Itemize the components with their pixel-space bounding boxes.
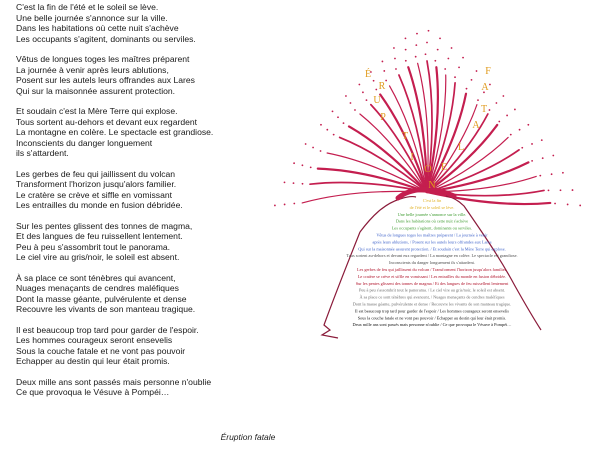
spray-drop xyxy=(444,68,446,70)
poem-line: La journée à venir après leurs ablutions, xyxy=(16,64,169,75)
spray-drop xyxy=(521,147,523,149)
poem-line: Le ciel vire au gris/noir, le soleil est absent. xyxy=(16,252,180,262)
spray-drop xyxy=(531,160,533,162)
spray-drop xyxy=(567,204,569,206)
spray-drop xyxy=(362,91,364,93)
calligram-line: À sa place ce sont ténèbres qui avancent, / Nuages menaçants de cendres maléfiques xyxy=(359,294,505,300)
spray-drop xyxy=(293,162,295,164)
spray-drop xyxy=(510,134,512,136)
spray-drop xyxy=(476,70,478,72)
title-letter: N xyxy=(428,180,436,191)
poem-line: Le cratère se crève et siffle en vomissant xyxy=(16,189,173,200)
spray-drop xyxy=(560,189,562,191)
calligram-line: de l'été et le soleil se lève. xyxy=(409,204,455,210)
poem-line: Une belle journée s'annonce sur la ville. xyxy=(16,12,168,23)
title-letter: P xyxy=(380,112,386,123)
spray-drop xyxy=(514,109,516,111)
poem-line: Sous la couche fatale et ne vont pas pouvoir xyxy=(16,345,186,356)
poem-line: Et des langues de feu ruissellent lentement. xyxy=(16,231,183,241)
title-letter: O xyxy=(424,164,432,175)
calligram-line: Qui sur la maisonnée assurent protection. / Et soudain c'est la Mère Terre qui explose. xyxy=(358,246,506,252)
calligram-line: Peu à peu s'assombrit tout le panorama. / Le ciel vire au gris/noir, le soleil est absent. xyxy=(358,287,506,293)
spray-drop xyxy=(454,76,456,78)
spray-drop xyxy=(320,124,322,126)
spray-drop xyxy=(354,109,356,111)
spray-drop xyxy=(554,203,556,205)
poem-line: Transforment l'horizon jusqu'alors familier. xyxy=(16,179,177,189)
title-letter: U xyxy=(373,95,381,106)
spray-drop xyxy=(489,109,491,111)
spray-drop xyxy=(548,189,550,191)
calligram-line: C'est la fin xyxy=(422,198,442,203)
title-letter: E xyxy=(440,162,448,173)
spray-drop xyxy=(562,172,564,174)
calligram-line: Dans les habitations où cette nuit s'achève xyxy=(395,218,469,224)
poem-line: Recouvre les vivants de son manteau tragique. xyxy=(16,304,196,314)
poem-line: C'est la fin de l'été et le soleil se lève. xyxy=(16,2,159,12)
spray-drop xyxy=(394,58,396,60)
calligram-title xyxy=(365,66,491,191)
spray-drop xyxy=(343,122,345,124)
calligram-line: Sous la couche fatale et ne vont pas pouvoir / Echapper au destin qui leur était promis. xyxy=(357,315,507,321)
spray-drop xyxy=(326,129,328,131)
spray-drop xyxy=(345,95,347,97)
spray-drop xyxy=(527,124,529,126)
calligram-line: après leurs ablutions, / Posent sur les autels leurs offrandes aux Lares xyxy=(372,239,492,245)
title-letter: A xyxy=(472,120,480,131)
poem-line: Vêtus de longues toges les maîtres préparent xyxy=(16,54,190,64)
spray-drop xyxy=(428,30,430,32)
spray-drop xyxy=(302,164,304,166)
spray-drop xyxy=(358,84,360,86)
calligram-line: Les occupants s'agitent, dominants ou serviles. xyxy=(391,225,473,231)
poem-line: Nuages menaçants de cendres maléfiques xyxy=(16,283,179,293)
poem-line: Echapper au destin qui leur était promis. xyxy=(16,356,170,366)
poem-line: Ce que provoqua le Vésuve à Pompéi… xyxy=(16,387,170,397)
title-letter: É xyxy=(364,69,372,80)
title-letter: R xyxy=(378,81,386,92)
spray-drop xyxy=(437,49,439,51)
spray-drop xyxy=(405,38,407,40)
spray-drop xyxy=(382,61,384,63)
poem-line: Posent sur les autels leurs offrandes aux Lares xyxy=(16,75,195,85)
spray-drop xyxy=(302,183,304,185)
poem-line: ils s'attardent. xyxy=(16,148,69,158)
spray-drop xyxy=(477,99,479,101)
poem-line: La montagne en colère. Le spectacle est grandiose. xyxy=(16,127,214,137)
spray-drop xyxy=(405,60,407,62)
spray-drop xyxy=(405,49,407,51)
calligram-line: Sur les pentes glissent des tonnes de magma / Et des langues de feu ruissellent lentement xyxy=(355,280,509,286)
poem-line: Les hommes courageux seront ensevelis xyxy=(16,335,173,345)
spray-drop xyxy=(489,84,491,86)
spray-drop xyxy=(498,121,500,123)
spray-drop xyxy=(572,189,574,191)
spray-drop xyxy=(519,129,521,131)
calligram-line: Vêtus de longues toges les maîtres préparent / La journée à venir xyxy=(376,232,488,238)
title-letter: L xyxy=(457,142,465,153)
spray-drop xyxy=(579,205,581,207)
spray-drop xyxy=(284,204,286,206)
spray-drop xyxy=(383,70,385,72)
spray-drop xyxy=(447,58,449,60)
poem-line: À sa place ce sont ténèbres qui avancent, xyxy=(16,272,176,283)
spray-drop xyxy=(541,139,543,141)
spray-drop xyxy=(506,115,508,117)
spray-drop xyxy=(366,99,368,101)
spray-drop xyxy=(458,67,460,69)
spray-drop xyxy=(551,173,553,175)
calligram-line: Inconscients du danger longuement ils s'attardent. xyxy=(389,260,475,266)
spray-drop xyxy=(415,56,417,58)
calligram-line: Il est beaucoup trop tard pour garder de l'espoir / Les hommes courageux seront ensevelis xyxy=(355,308,509,314)
poem-line: Les occupants s'agitent, dominants ou serviles. xyxy=(16,33,196,44)
poem-line: Peu à peu s'assombrit tout le panorama. xyxy=(16,241,171,252)
spray-drop xyxy=(415,44,417,46)
poem-line: Il est beaucoup trop tard pour garder de l'espoir. xyxy=(16,324,199,335)
spray-drop xyxy=(496,102,498,104)
poem-line: Les gerbes de feu qui jaillissent du volcan xyxy=(16,168,176,179)
spray-drop xyxy=(332,110,334,112)
spray-drop xyxy=(305,143,307,145)
calligram-line: Tous sortent au-dehors et devant eux regardent / La montagne en colère. Le spectacle est grandiose. xyxy=(346,253,518,259)
poem-line: Les entrailles du monde en fusion débridée. xyxy=(16,200,183,210)
spray-drop xyxy=(471,79,473,81)
title-letter: T xyxy=(480,104,488,115)
poem-line: Dont la masse géante, pulvérulente et dense xyxy=(16,293,187,304)
spray-drop xyxy=(333,134,335,136)
spray-drop xyxy=(350,102,352,104)
title-letter: A xyxy=(481,82,489,93)
spray-drop xyxy=(462,57,464,59)
spray-drop xyxy=(439,38,441,40)
spray-drop xyxy=(395,68,397,70)
spray-drop xyxy=(320,150,322,152)
spray-drop xyxy=(373,80,375,82)
spray-drop xyxy=(310,167,312,169)
spray-drop xyxy=(337,116,339,118)
calligram-line: Dont la masse géante, pulvérulente et dense / Recouvre les vivants de son manteau tragique. xyxy=(352,301,512,307)
spray-drop xyxy=(539,175,541,177)
poem-line: Et soudain c'est la Mère Terre qui explose. xyxy=(16,106,178,116)
spray-drop xyxy=(393,47,395,49)
spray-drop xyxy=(293,203,295,205)
calligram-line: Le cratère se crève et siffle en vomissant / Les entrailles du monde en fusion débridée. xyxy=(357,273,507,279)
title-letter: F xyxy=(485,66,491,77)
spray-drop xyxy=(466,88,468,90)
poem-line: Sur les pentes glissent des tonnes de magma, xyxy=(16,220,193,231)
spray-drop xyxy=(451,47,453,49)
poem-line: Dans les habitations où cette nuit s'achève xyxy=(16,23,179,33)
spray-drop xyxy=(312,147,314,149)
spray-drop xyxy=(502,95,504,97)
spray-drop xyxy=(375,89,377,91)
calligram-line: Deux mille ans sont passés mais personne n'oublie / Ce que provoqua le Vésuve à Pompéi… xyxy=(352,322,512,328)
spray-drop xyxy=(385,80,387,82)
spray-drop xyxy=(426,42,428,44)
spray-drop xyxy=(434,60,436,62)
calligram-line: Les gerbes de feu qui jaillissent du volcan / Transforment l'horizon jusqu'alors familier. xyxy=(357,267,507,272)
spray-drop xyxy=(293,182,295,184)
spray-drop xyxy=(284,182,286,184)
title-letter: I xyxy=(410,152,414,163)
spray-drop xyxy=(542,157,544,159)
poem-line: Qui sur la maisonnée assurent protection. xyxy=(16,85,176,96)
spray-drop xyxy=(416,33,418,35)
poem-line: Deux mille ans sont passés mais personne n'oublie xyxy=(16,376,212,387)
title-letter: T xyxy=(401,131,409,142)
spray-drop xyxy=(531,143,533,145)
spray-drop xyxy=(552,155,554,157)
poem-line: Inconscients du danger longuement xyxy=(16,137,153,148)
spray-drop xyxy=(274,205,276,207)
spray-drop xyxy=(425,53,427,55)
poem-line: Tous sortent au-dehors et devant eux regardent xyxy=(16,116,198,127)
image-caption: Éruption fatale xyxy=(220,432,276,442)
calligram-line: Une belle journée s'annonce sur la ville. xyxy=(397,211,467,217)
